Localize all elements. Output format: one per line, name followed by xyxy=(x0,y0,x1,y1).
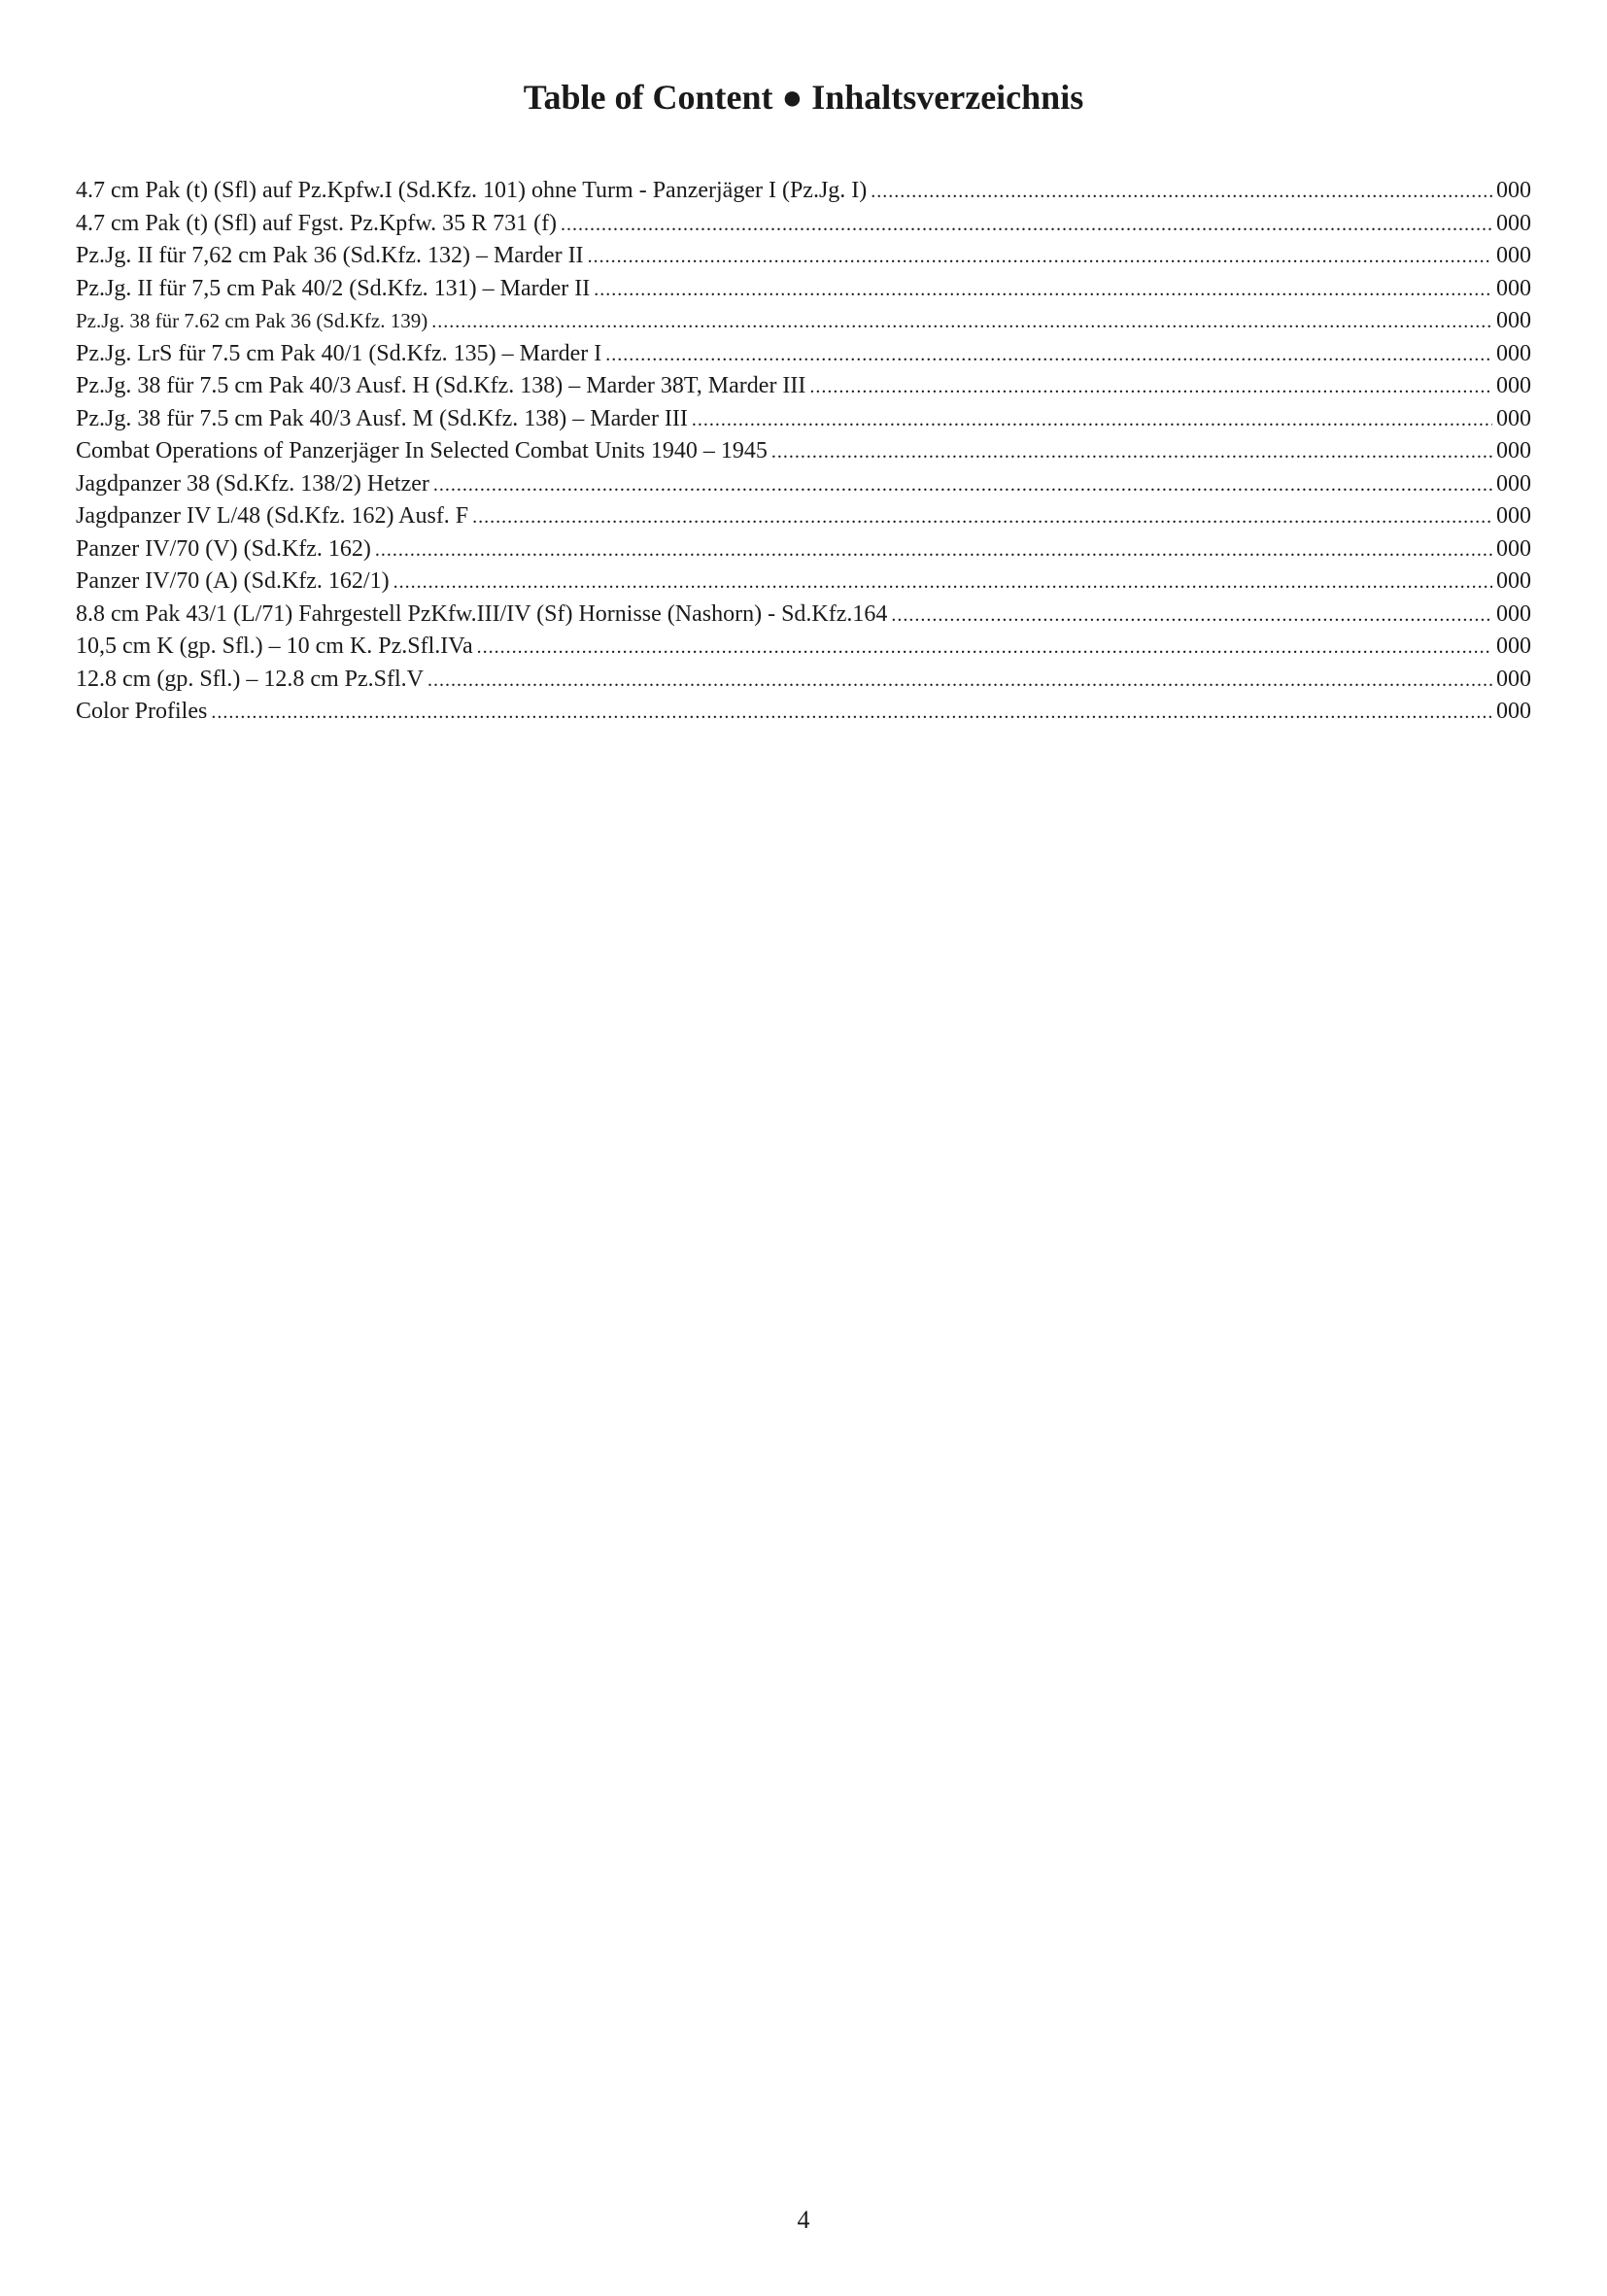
toc-entry-title: Pz.Jg. LrS für 7.5 cm Pak 40/1 (Sd.Kfz. 135) – Marder I xyxy=(76,340,602,366)
toc-entry-title: 12.8 cm (gp. Sfl.) – 12.8 cm Pz.Sfl.V xyxy=(76,666,424,692)
dot-leader xyxy=(594,274,1492,307)
dot-leader xyxy=(561,209,1492,242)
toc-entry[interactable] xyxy=(76,565,1531,599)
toc-entry[interactable] xyxy=(76,533,1531,566)
toc-entry-page: 000 xyxy=(1496,438,1531,463)
dot-leader xyxy=(891,600,1492,633)
table-of-contents xyxy=(76,175,1531,729)
toc-entry-title: Combat Operations of Panzerjäger In Selected Combat Units 1940 – 1945 xyxy=(76,438,768,463)
dot-leader xyxy=(771,436,1492,469)
toc-entry[interactable] xyxy=(76,696,1531,729)
toc-entry-title: Pz.Jg. II für 7,62 cm Pak 36 (Sd.Kfz. 132) – Marder II xyxy=(76,243,584,268)
toc-entry[interactable] xyxy=(76,500,1531,533)
toc-entry-title: Panzer IV/70 (A) (Sd.Kfz. 162/1) xyxy=(76,568,390,594)
toc-entry-page: 000 xyxy=(1496,210,1531,236)
toc-entry-page: 000 xyxy=(1496,666,1531,692)
dot-leader xyxy=(433,469,1492,502)
toc-entry-title: Pz.Jg. 38 für 7.62 cm Pak 36 (Sd.Kfz. 139) xyxy=(76,309,428,332)
toc-entry-title: 10,5 cm K (gp. Sfl.) – 10 cm K. Pz.Sfl.IVa xyxy=(76,634,473,659)
toc-entry-page: 000 xyxy=(1496,503,1531,529)
toc-entry[interactable] xyxy=(76,631,1531,664)
toc-entry[interactable] xyxy=(76,273,1531,306)
dot-leader xyxy=(605,339,1492,372)
toc-entry-page: 000 xyxy=(1496,243,1531,268)
toc-entry[interactable] xyxy=(76,403,1531,436)
toc-entry-page: 000 xyxy=(1496,600,1531,627)
toc-entry[interactable] xyxy=(76,240,1531,273)
toc-entry-title: Jagdpanzer IV L/48 (Sd.Kfz. 162) Ausf. F xyxy=(76,503,469,529)
toc-entry-title: 4.7 cm Pak (t) (Sfl) auf Fgst. Pz.Kpfw. 35 R 731 (f) xyxy=(76,210,558,236)
toc-entry[interactable] xyxy=(76,435,1531,468)
toc-entry[interactable] xyxy=(76,338,1531,371)
dot-leader xyxy=(692,404,1492,437)
dot-leader xyxy=(211,697,1492,730)
dot-leader xyxy=(375,534,1492,567)
toc-entry-page: 000 xyxy=(1496,373,1531,398)
toc-entry-page: 000 xyxy=(1496,340,1531,366)
dot-leader xyxy=(427,665,1492,698)
toc-entry-page: 000 xyxy=(1496,699,1531,724)
toc-entry[interactable] xyxy=(76,208,1531,241)
toc-entry-page: 000 xyxy=(1496,405,1531,431)
toc-entry-page: 000 xyxy=(1496,308,1531,333)
dot-leader xyxy=(472,501,1492,534)
toc-entry[interactable] xyxy=(76,305,1531,338)
toc-entry-title: Pz.Jg. II für 7,5 cm Pak 40/2 (Sd.Kfz. 131) – Marder II xyxy=(76,275,591,301)
toc-entry[interactable] xyxy=(76,664,1531,697)
dot-leader xyxy=(393,566,1492,600)
toc-entry-title: 8.8 cm Pak 43/1 (L/71) Fahrgestell PzKfw.III/IV (Sf) Hornisse (Nashorn) - Sd.Kfz.164 xyxy=(76,600,888,627)
toc-entry-page: 000 xyxy=(1496,470,1531,497)
toc-entry-title: Pz.Jg. 38 für 7.5 cm Pak 40/3 Ausf. M (Sd.Kfz. 138) – Marder III xyxy=(76,405,688,431)
toc-entry[interactable] xyxy=(76,175,1531,208)
page-title: Table of Content ● Inhaltsverzeichnis xyxy=(523,78,1084,117)
toc-entry-page: 000 xyxy=(1496,178,1531,203)
dot-leader xyxy=(809,371,1492,404)
page-number: 4 xyxy=(797,2206,810,2234)
toc-entry-title: 4.7 cm Pak (t) (Sfl) auf Pz.Kpfw.I (Sd.Kfz. 101) ohne Turm - Panzerjäger I (Pz.Jg. I) xyxy=(76,178,868,203)
dot-leader xyxy=(431,306,1492,339)
toc-entry[interactable] xyxy=(76,468,1531,501)
toc-entry-title: Jagdpanzer 38 (Sd.Kfz. 138/2) Hetzer xyxy=(76,470,429,497)
toc-entry-page: 000 xyxy=(1496,568,1531,594)
toc-entry-title: Panzer IV/70 (V) (Sd.Kfz. 162) xyxy=(76,535,371,562)
toc-entry[interactable] xyxy=(76,599,1531,632)
toc-entry-page: 000 xyxy=(1496,535,1531,562)
toc-entry-title: Pz.Jg. 38 für 7.5 cm Pak 40/3 Ausf. H (Sd.Kfz. 138) – Marder 38T, Marder III xyxy=(76,373,806,398)
toc-entry-page: 000 xyxy=(1496,275,1531,301)
dot-leader xyxy=(588,241,1492,274)
toc-entry-title: Color Profiles xyxy=(76,699,208,724)
dot-leader xyxy=(477,632,1492,665)
toc-entry-page: 000 xyxy=(1496,634,1531,659)
toc-entry[interactable] xyxy=(76,370,1531,403)
dot-leader xyxy=(871,176,1492,209)
